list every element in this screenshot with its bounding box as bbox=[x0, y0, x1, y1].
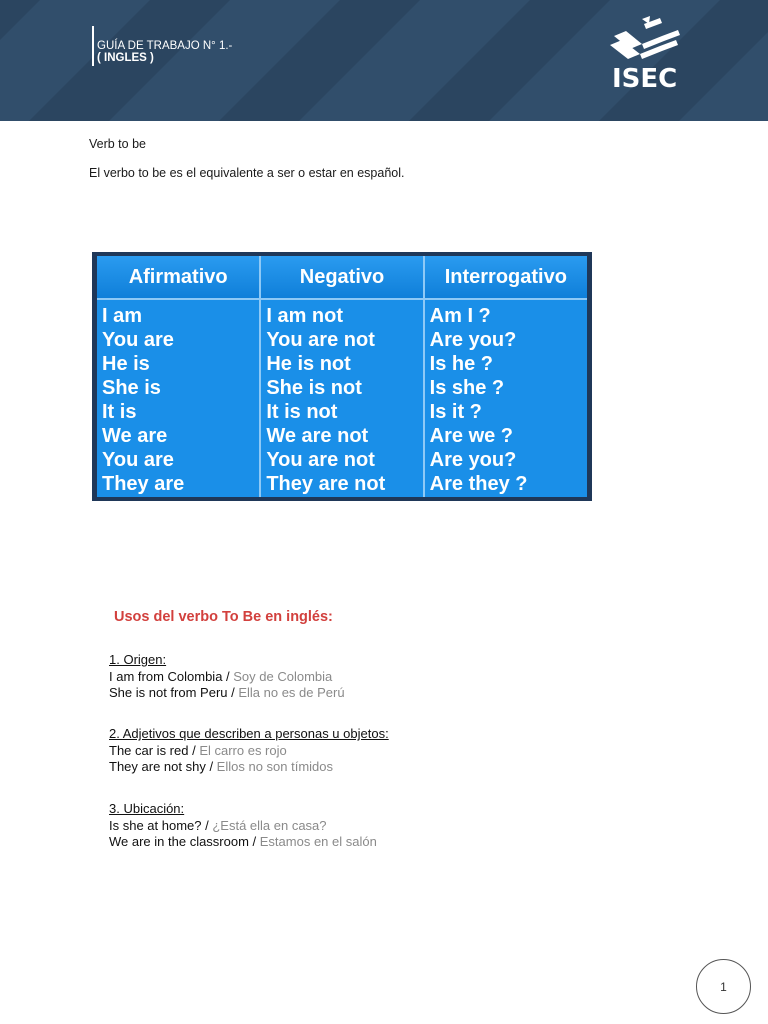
negative-form: I am not bbox=[266, 305, 343, 327]
interrogative-form: Is it ? bbox=[429, 401, 482, 423]
example-english: I am from Colombia / bbox=[109, 668, 234, 684]
usage-example bbox=[109, 818, 377, 835]
negative-form: It is not bbox=[266, 401, 338, 423]
verb-table-image bbox=[92, 252, 592, 501]
interrogative-form: Are you? bbox=[429, 329, 517, 351]
usage-heading: 1. Origen: bbox=[109, 652, 167, 667]
example-spanish: Ella no es de Perú bbox=[238, 685, 345, 700]
interrogative-form: Am I ? bbox=[429, 305, 491, 327]
affirmative-column bbox=[97, 299, 260, 497]
example-english: We are in the classroom / bbox=[109, 834, 260, 849]
example-english: Is she at home? / bbox=[109, 817, 213, 833]
affirmative-form: I am bbox=[102, 305, 143, 327]
interrogative-form: Are you? bbox=[429, 449, 517, 471]
negative-form: We are not bbox=[266, 425, 369, 447]
interrogative-form: Is he ? bbox=[429, 353, 494, 375]
negative-form: He is not bbox=[266, 353, 351, 375]
document-title: GUÍA DE TRABAJO N° 1.- bbox=[97, 40, 233, 52]
usage-section-origin bbox=[109, 652, 345, 702]
affirmative-form: He is bbox=[102, 353, 150, 375]
usage-example bbox=[109, 834, 377, 851]
interrogative-column bbox=[424, 299, 587, 497]
isec-logo-text: ISEC bbox=[612, 64, 678, 94]
table-header-row bbox=[97, 256, 587, 299]
example-spanish: Soy de Colombia bbox=[233, 668, 333, 684]
interrogative-form: Are they ? bbox=[429, 473, 528, 495]
page-number: 1 bbox=[696, 959, 751, 1014]
uses-title: Usos del verbo To Be en inglés: bbox=[114, 609, 333, 625]
usage-section-adjectives bbox=[109, 726, 389, 776]
cropped-caption-remnant bbox=[96, 240, 328, 248]
usage-example bbox=[109, 669, 345, 686]
usage-heading: 2. Adjetivos que describen a personas u objetos: bbox=[109, 726, 389, 741]
affirmative-form: We are bbox=[102, 425, 168, 447]
affirmative-form: She is bbox=[102, 377, 161, 399]
header-accent-bar bbox=[92, 26, 94, 66]
affirmative-form: It is bbox=[102, 401, 137, 423]
usage-section-location bbox=[109, 801, 377, 851]
verb-to-be-table bbox=[97, 256, 587, 497]
header-affirmative: Afirmativo bbox=[97, 256, 260, 299]
intro-sentence: El verbo to be es el equivalente a ser o estar en español. bbox=[89, 166, 405, 180]
usage-example bbox=[109, 743, 389, 760]
header-negative: Negativo bbox=[260, 256, 423, 299]
negative-form: You are not bbox=[266, 329, 375, 351]
interrogative-form: Are we ? bbox=[429, 425, 514, 447]
header-interrogative: Interrogativo bbox=[424, 256, 587, 299]
negative-column bbox=[260, 299, 423, 497]
affirmative-form: You are bbox=[102, 329, 174, 351]
affirmative-form: They are bbox=[102, 473, 185, 495]
example-english: She is not from Peru / bbox=[109, 685, 239, 700]
interrogative-form: Is she ? bbox=[429, 377, 505, 399]
example-english: They are not shy / bbox=[109, 759, 217, 774]
usage-heading: 3. Ubicación: bbox=[109, 801, 185, 816]
negative-form: They are not bbox=[266, 473, 386, 495]
affirmative-form: You are bbox=[102, 449, 174, 471]
usage-example bbox=[109, 685, 345, 702]
negative-form: You are not bbox=[266, 449, 375, 471]
usage-example bbox=[109, 759, 389, 776]
table-row bbox=[97, 299, 587, 497]
document-subtitle: ( INGLES ) bbox=[97, 52, 154, 64]
example-spanish: El carro es rojo bbox=[199, 742, 287, 758]
example-english: The car is red / bbox=[109, 742, 200, 758]
isec-book-logo-icon bbox=[604, 14, 684, 64]
example-spanish: ¿Está ella en casa? bbox=[212, 817, 327, 833]
section-heading: Verb to be bbox=[89, 137, 146, 151]
example-spanish: Ellos no son tímidos bbox=[216, 759, 334, 774]
example-spanish: Estamos en el salón bbox=[259, 834, 377, 849]
page-header bbox=[0, 0, 768, 121]
negative-form: She is not bbox=[266, 377, 362, 399]
